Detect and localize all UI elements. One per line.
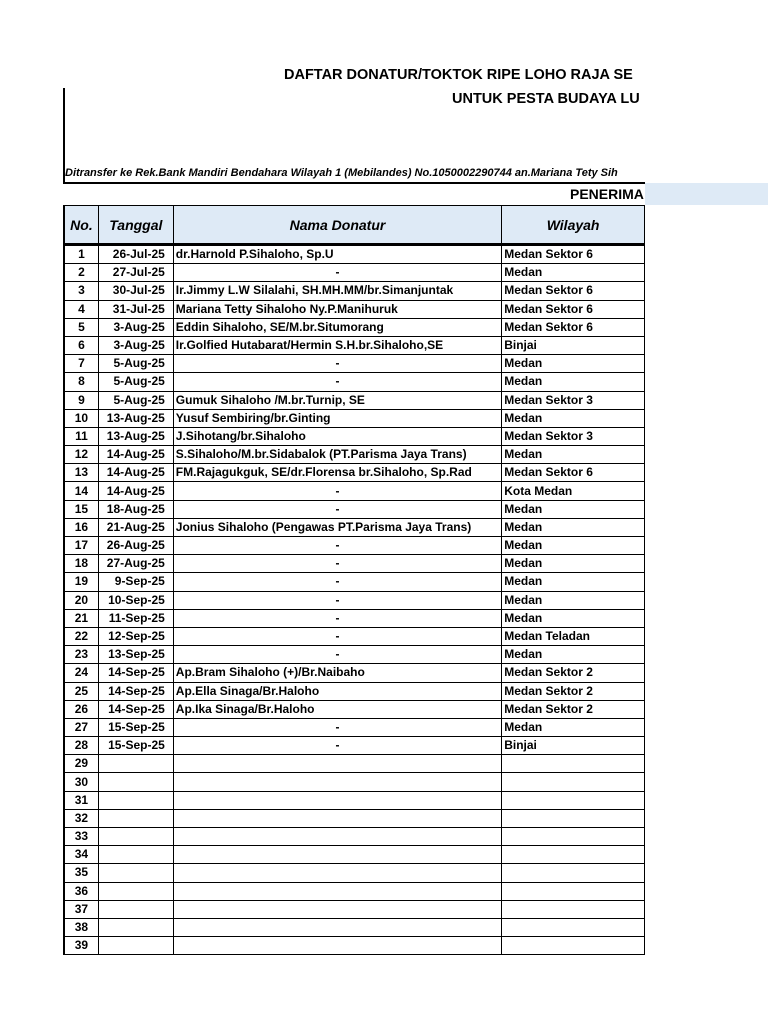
- cell-wilayah: Medan Sektor 3: [502, 427, 645, 445]
- table-row: [64, 918, 645, 936]
- cell-no: 30: [64, 773, 98, 791]
- column-header-no: No.: [64, 206, 98, 245]
- table-row: [64, 409, 645, 427]
- cell-wilayah: Medan Sektor 6: [502, 464, 645, 482]
- cell-nama-donatur: Gumuk Sihaloho /M.br.Turnip, SE: [173, 391, 501, 409]
- table-body: [64, 245, 645, 955]
- table-row: [64, 300, 645, 318]
- table-row: [64, 646, 645, 664]
- cell-nama-donatur: [173, 882, 501, 900]
- cell-no: 2: [64, 264, 98, 282]
- cell-nama-donatur: Ap.Ella Sinaga/Br.Haloho: [173, 682, 501, 700]
- cell-tanggal: 27-Jul-25: [98, 264, 173, 282]
- cell-tanggal: 26-Jul-25: [98, 245, 173, 264]
- cell-wilayah: Medan Teladan: [502, 627, 645, 645]
- cell-nama-donatur: Mariana Tetty Sihaloho Ny.P.Manihuruk: [173, 300, 501, 318]
- cell-tanggal: 26-Aug-25: [98, 537, 173, 555]
- cell-wilayah: Kota Medan: [502, 482, 645, 500]
- table-row: [64, 828, 645, 846]
- table-row: [64, 682, 645, 700]
- cell-no: 10: [64, 409, 98, 427]
- table-row: [64, 500, 645, 518]
- cell-no: 39: [64, 937, 98, 955]
- cell-nama-donatur: Ir.Jimmy L.W Silalahi, SH.MH.MM/br.Simanjuntak: [173, 282, 501, 300]
- table-row: [64, 373, 645, 391]
- cell-wilayah: Medan: [502, 446, 645, 464]
- cell-nama-donatur: [173, 791, 501, 809]
- table-row: [64, 336, 645, 354]
- cell-no: 8: [64, 373, 98, 391]
- cell-wilayah: [502, 828, 645, 846]
- cell-no: 37: [64, 900, 98, 918]
- cell-tanggal: 27-Aug-25: [98, 555, 173, 573]
- cell-wilayah: Medan Sektor 2: [502, 664, 645, 682]
- table-row: [64, 791, 645, 809]
- cell-nama-donatur: -: [173, 537, 501, 555]
- table-row: [64, 282, 645, 300]
- cell-wilayah: Medan: [502, 573, 645, 591]
- cell-tanggal: 11-Sep-25: [98, 609, 173, 627]
- cell-no: 19: [64, 573, 98, 591]
- cell-no: 6: [64, 336, 98, 354]
- table-row: [64, 245, 645, 264]
- cell-no: 27: [64, 718, 98, 736]
- table-row: [64, 318, 645, 336]
- cell-tanggal: 21-Aug-25: [98, 518, 173, 536]
- cell-wilayah: Medan: [502, 500, 645, 518]
- cell-no: 31: [64, 791, 98, 809]
- cell-nama-donatur: -: [173, 718, 501, 736]
- cell-no: 9: [64, 391, 98, 409]
- cell-no: 38: [64, 918, 98, 936]
- cell-no: 28: [64, 737, 98, 755]
- table-row: [64, 737, 645, 755]
- cell-no: 16: [64, 518, 98, 536]
- cell-no: 3: [64, 282, 98, 300]
- cell-nama-donatur: [173, 828, 501, 846]
- cell-wilayah: Medan: [502, 591, 645, 609]
- cell-wilayah: Medan Sektor 6: [502, 318, 645, 336]
- cell-wilayah: [502, 900, 645, 918]
- section-header-band: [645, 183, 768, 205]
- cell-wilayah: [502, 937, 645, 955]
- cell-wilayah: [502, 755, 645, 773]
- cell-tanggal: [98, 900, 173, 918]
- cell-no: 24: [64, 664, 98, 682]
- column-header-tanggal: Tanggal: [98, 206, 173, 245]
- table-row: [64, 464, 645, 482]
- table-row: [64, 555, 645, 573]
- cell-nama-donatur: [173, 864, 501, 882]
- cell-tanggal: 14-Aug-25: [98, 482, 173, 500]
- table-row: [64, 482, 645, 500]
- cell-wilayah: Medan: [502, 518, 645, 536]
- cell-nama-donatur: -: [173, 264, 501, 282]
- cell-nama-donatur: -: [173, 355, 501, 373]
- cell-no: 7: [64, 355, 98, 373]
- cell-no: 18: [64, 555, 98, 573]
- cell-wilayah: Binjai: [502, 336, 645, 354]
- cell-tanggal: 14-Sep-25: [98, 682, 173, 700]
- cell-wilayah: [502, 773, 645, 791]
- cell-no: 23: [64, 646, 98, 664]
- cell-no: 26: [64, 700, 98, 718]
- cell-nama-donatur: -: [173, 591, 501, 609]
- cell-no: 5: [64, 318, 98, 336]
- table-row: [64, 627, 645, 645]
- cell-wilayah: Medan: [502, 264, 645, 282]
- cell-tanggal: 13-Sep-25: [98, 646, 173, 664]
- cell-nama-donatur: Yusuf Sembiring/br.Ginting: [173, 409, 501, 427]
- cell-nama-donatur: [173, 900, 501, 918]
- cell-no: 12: [64, 446, 98, 464]
- cell-tanggal: 13-Aug-25: [98, 409, 173, 427]
- cell-no: 21: [64, 609, 98, 627]
- cell-tanggal: [98, 755, 173, 773]
- cell-tanggal: 5-Aug-25: [98, 355, 173, 373]
- table-row: [64, 809, 645, 827]
- cell-tanggal: 30-Jul-25: [98, 282, 173, 300]
- cell-tanggal: [98, 846, 173, 864]
- cell-nama-donatur: [173, 755, 501, 773]
- header-divider: [63, 182, 645, 184]
- cell-nama-donatur: [173, 809, 501, 827]
- cell-tanggal: [98, 864, 173, 882]
- cell-nama-donatur: Ap.Bram Sihaloho (+)/Br.Naibaho: [173, 664, 501, 682]
- cell-wilayah: Medan Sektor 6: [502, 245, 645, 264]
- document-title: DAFTAR DONATUR/TOKTOK RIPE LOHO RAJA SE: [284, 67, 633, 83]
- table-row: [64, 427, 645, 445]
- cell-tanggal: [98, 918, 173, 936]
- cell-no: 22: [64, 627, 98, 645]
- cell-wilayah: Medan: [502, 646, 645, 664]
- cell-no: 34: [64, 846, 98, 864]
- table-row: [64, 573, 645, 591]
- cell-nama-donatur: Eddin Sihaloho, SE/M.br.Situmorang: [173, 318, 501, 336]
- cell-nama-donatur: [173, 773, 501, 791]
- cell-no: 35: [64, 864, 98, 882]
- table-row: [64, 264, 645, 282]
- cell-no: 4: [64, 300, 98, 318]
- cell-wilayah: [502, 809, 645, 827]
- cell-no: 11: [64, 427, 98, 445]
- donor-table: [63, 205, 645, 955]
- table-row: [64, 864, 645, 882]
- cell-nama-donatur: [173, 937, 501, 955]
- cell-wilayah: Binjai: [502, 737, 645, 755]
- cell-wilayah: Medan Sektor 6: [502, 300, 645, 318]
- cell-tanggal: [98, 773, 173, 791]
- cell-nama-donatur: Ir.Golfied Hutabarat/Hermin S.H.br.Sihaloho,SE: [173, 336, 501, 354]
- cell-wilayah: [502, 864, 645, 882]
- cell-tanggal: [98, 828, 173, 846]
- cell-tanggal: [98, 937, 173, 955]
- cell-tanggal: 5-Aug-25: [98, 391, 173, 409]
- cell-tanggal: [98, 809, 173, 827]
- cell-nama-donatur: dr.Harnold P.Sihaloho, Sp.U: [173, 245, 501, 264]
- cell-tanggal: [98, 791, 173, 809]
- cell-nama-donatur: -: [173, 555, 501, 573]
- table-row: [64, 900, 645, 918]
- cell-nama-donatur: -: [173, 737, 501, 755]
- column-header-nama-donatur: Nama Donatur: [173, 206, 501, 245]
- table-row: [64, 773, 645, 791]
- section-label: PENERIMA: [570, 186, 644, 202]
- column-header-wilayah: Wilayah: [502, 206, 645, 245]
- cell-tanggal: 14-Sep-25: [98, 700, 173, 718]
- table-row: [64, 718, 645, 736]
- cell-nama-donatur: S.Sihaloho/M.br.Sidabalok (PT.Parisma Jaya Trans): [173, 446, 501, 464]
- cell-no: 25: [64, 682, 98, 700]
- table-row: [64, 591, 645, 609]
- cell-no: 13: [64, 464, 98, 482]
- cell-tanggal: 18-Aug-25: [98, 500, 173, 518]
- donor-table-viewport: [63, 205, 645, 960]
- cell-no: 1: [64, 245, 98, 264]
- transfer-note: Ditransfer ke Rek.Bank Mandiri Bendahara Wilayah 1 (Mebilandes) No.1050002290744 an.Mariana Tety Sih: [65, 167, 618, 179]
- cell-no: 36: [64, 882, 98, 900]
- cell-tanggal: 9-Sep-25: [98, 573, 173, 591]
- cell-nama-donatur: J.Sihotang/br.Sihaloho: [173, 427, 501, 445]
- cell-nama-donatur: -: [173, 373, 501, 391]
- cell-wilayah: [502, 918, 645, 936]
- cell-wilayah: [502, 882, 645, 900]
- cell-tanggal: 14-Aug-25: [98, 446, 173, 464]
- cell-tanggal: 14-Sep-25: [98, 664, 173, 682]
- cell-wilayah: [502, 846, 645, 864]
- cell-tanggal: [98, 882, 173, 900]
- table-row: [64, 882, 645, 900]
- cell-tanggal: 13-Aug-25: [98, 427, 173, 445]
- cell-tanggal: 31-Jul-25: [98, 300, 173, 318]
- table-row: [64, 446, 645, 464]
- cell-nama-donatur: -: [173, 573, 501, 591]
- cell-wilayah: Medan: [502, 355, 645, 373]
- cell-tanggal: 3-Aug-25: [98, 336, 173, 354]
- table-row: [64, 664, 645, 682]
- cell-wilayah: Medan: [502, 555, 645, 573]
- table-row: [64, 518, 645, 536]
- cell-nama-donatur: -: [173, 482, 501, 500]
- cell-wilayah: Medan Sektor 2: [502, 682, 645, 700]
- cell-nama-donatur: -: [173, 609, 501, 627]
- cell-wilayah: Medan: [502, 609, 645, 627]
- table-row: [64, 609, 645, 627]
- cell-tanggal: 3-Aug-25: [98, 318, 173, 336]
- table-row: [64, 755, 645, 773]
- table-row: [64, 846, 645, 864]
- cell-nama-donatur: FM.Rajagukguk, SE/dr.Florensa br.Sihaloho, Sp.Rad: [173, 464, 501, 482]
- cell-no: 14: [64, 482, 98, 500]
- cell-wilayah: Medan Sektor 3: [502, 391, 645, 409]
- cell-no: 33: [64, 828, 98, 846]
- cell-wilayah: Medan: [502, 373, 645, 391]
- cell-tanggal: 15-Sep-25: [98, 718, 173, 736]
- cell-no: 29: [64, 755, 98, 773]
- cell-tanggal: 14-Aug-25: [98, 464, 173, 482]
- table-row: [64, 700, 645, 718]
- cell-nama-donatur: -: [173, 627, 501, 645]
- cell-no: 32: [64, 809, 98, 827]
- cell-nama-donatur: -: [173, 646, 501, 664]
- table-row: [64, 355, 645, 373]
- cell-nama-donatur: Jonius Sihaloho (Pengawas PT.Parisma Jaya Trans): [173, 518, 501, 536]
- table-row: [64, 937, 645, 955]
- cell-tanggal: 12-Sep-25: [98, 627, 173, 645]
- cell-wilayah: Medan Sektor 6: [502, 282, 645, 300]
- cell-wilayah: [502, 791, 645, 809]
- cell-no: 15: [64, 500, 98, 518]
- cell-wilayah: Medan: [502, 718, 645, 736]
- cell-nama-donatur: [173, 918, 501, 936]
- cell-tanggal: 15-Sep-25: [98, 737, 173, 755]
- cell-nama-donatur: [173, 846, 501, 864]
- cell-nama-donatur: -: [173, 500, 501, 518]
- table-row: [64, 391, 645, 409]
- cell-wilayah: Medan Sektor 2: [502, 700, 645, 718]
- cell-nama-donatur: Ap.Ika Sinaga/Br.Haloho: [173, 700, 501, 718]
- cell-tanggal: 10-Sep-25: [98, 591, 173, 609]
- cell-no: 17: [64, 537, 98, 555]
- cell-tanggal: 5-Aug-25: [98, 373, 173, 391]
- table-row: [64, 537, 645, 555]
- cell-wilayah: Medan: [502, 537, 645, 555]
- cell-wilayah: Medan: [502, 409, 645, 427]
- document-subtitle: UNTUK PESTA BUDAYA LU: [452, 91, 640, 107]
- cell-no: 20: [64, 591, 98, 609]
- table-header-row: [64, 206, 645, 245]
